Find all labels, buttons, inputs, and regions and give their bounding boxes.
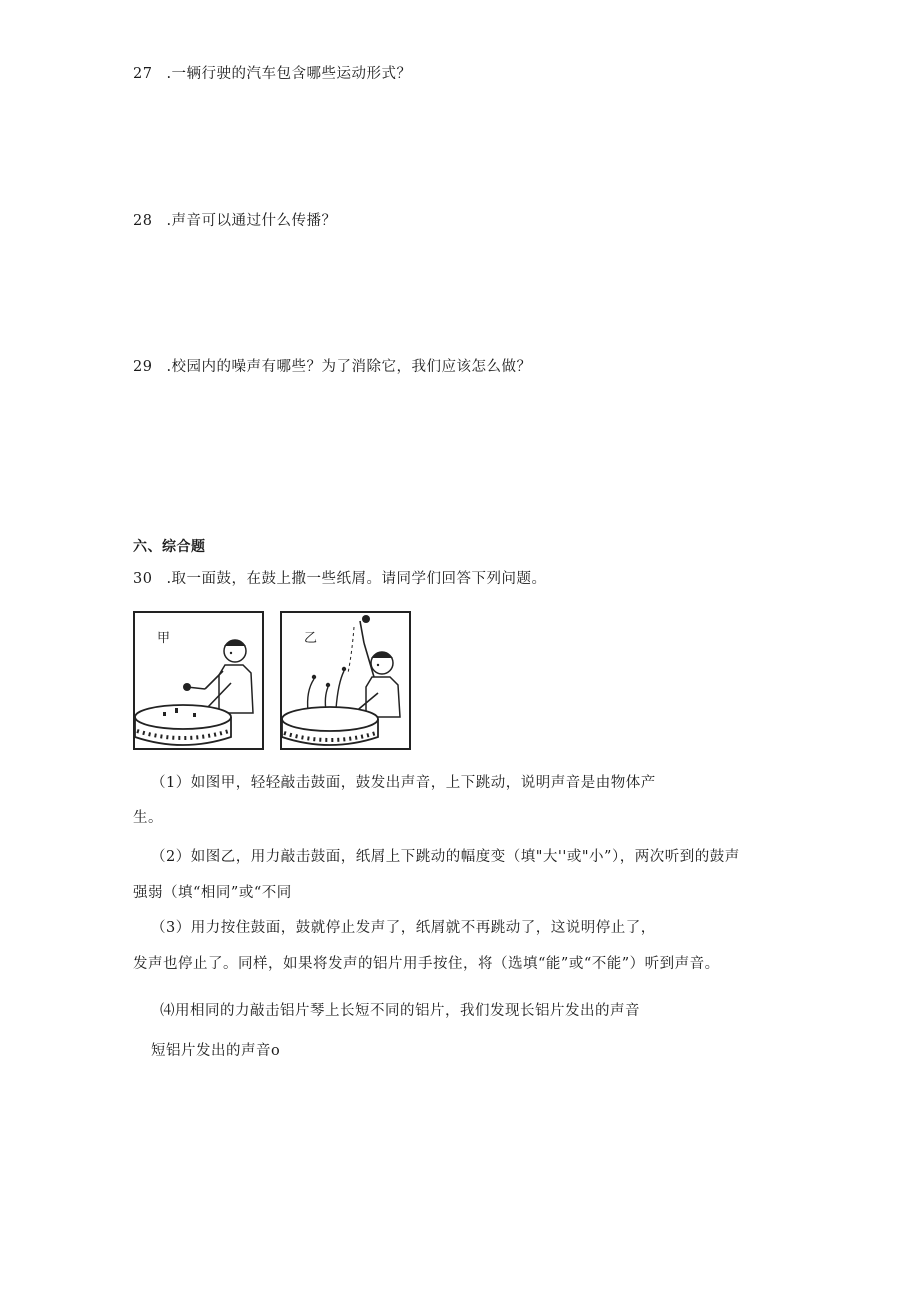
q30-part-2-cont: 强弱（填“相同”或“不同 (133, 885, 292, 901)
question-27 (133, 62, 412, 83)
q30-part-3: （3）用力按住鼓面，鼓就停止发声了，纸屑就不再跳动了，这说明停止了， (151, 920, 656, 936)
question-text: .声音可以通过什么传播？ (166, 213, 337, 229)
drum-gentle-illustration (135, 613, 262, 748)
figure-label: 乙 (304, 631, 318, 646)
q30-part-4: ⑷用相同的力敲击铝片琴上长短不同的铝片，我们发现长铝片发出的声音 (160, 1003, 640, 1019)
question-text: .取一面鼓，在鼓上撒一些纸屑。请同学们回答下列问题。 (166, 571, 547, 587)
drum-strong-illustration (282, 613, 409, 748)
figure-yi (280, 611, 411, 750)
question-text: .校园内的噪声有哪些？为了消除它，我们应该怎么做？ (166, 359, 532, 375)
question-29 (133, 355, 532, 376)
q30-part-3-cont: 发声也停止了。同样，如果将发声的铝片用手按住，将（选填“能”或“不能”）听到声音。 (133, 956, 720, 972)
question-28 (133, 209, 337, 230)
q30-part-1: （1）如图甲，轻轻敲击鼓面，鼓发出声音，上下跳动，说明声音是由物体产 (151, 775, 656, 791)
question-text: .一辆行驶的汽车包含哪些运动形式？ (166, 66, 412, 82)
q30-part-2: （2）如图乙，用力敲击鼓面，纸屑上下跳动的幅度变（填"大''或"小”），两次听到的鼓声 (151, 849, 740, 865)
question-30 (133, 567, 547, 588)
question-number: 27 (133, 66, 153, 82)
figure-label: 甲 (157, 631, 171, 646)
figure-jia (133, 611, 264, 750)
question-number: 28 (133, 213, 153, 229)
q30-part-1-cont: 生。 (133, 810, 163, 826)
question-number: 29 (133, 359, 153, 375)
q30-part-4-cont: 短铝片发出的声音o (151, 1043, 281, 1059)
question-number: 30 (133, 571, 153, 587)
section-title: 六、综合题 (133, 539, 206, 555)
